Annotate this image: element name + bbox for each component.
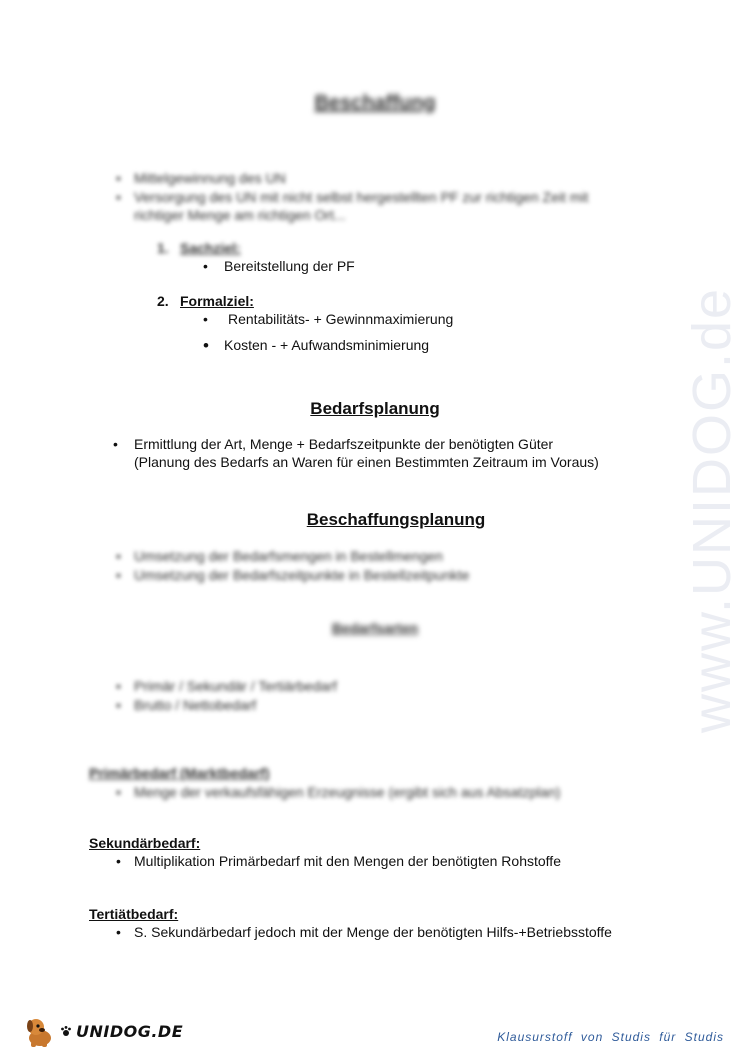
goal1-number: 1. bbox=[157, 240, 169, 256]
bullet-icon: • bbox=[116, 548, 121, 564]
sekundaerbedarf-heading: Sekundärbedarf: bbox=[89, 835, 201, 851]
goal2-number: 2. bbox=[157, 293, 169, 309]
bullet-icon: • bbox=[116, 784, 121, 800]
tertiaerbedarf-bullet: S. Sekundärbedarf jedoch mit der Menge der benötigten Hilfs-+Betriebsstoffe bbox=[134, 924, 612, 940]
intro-bullet-2-cont: richtiger Menge am richtigen Ort... bbox=[134, 207, 346, 223]
bedarfsplanung-heading: Bedarfsplanung bbox=[310, 399, 440, 418]
bedarfsarten-heading: Bedarfsarten bbox=[331, 620, 419, 636]
bullet-icon: • bbox=[116, 189, 121, 205]
unidog-logo bbox=[22, 1014, 183, 1048]
goal2-bullet-1: Rentabilitäts- + Gewinnmaximierung bbox=[228, 311, 454, 327]
goal1-bullet: Bereitstellung der PF bbox=[224, 258, 355, 274]
sekundaerbedarf-bullet: Multiplikation Primärbedarf mit den Mengen der benötigten Rohstoffe bbox=[134, 853, 561, 869]
bullet-icon: • bbox=[203, 311, 208, 327]
beschaffungsplanung-bullet-1: Umsetzung der Bedarfsmengen in Bestellmengen bbox=[134, 548, 443, 564]
beschaffungsplanung-bullet-2: Umsetzung der Bedarfszeitpunkte in Bestellzeitpunkte bbox=[134, 567, 470, 583]
bullet-icon: • bbox=[116, 924, 121, 940]
goal2-bullet-2: Kosten - + Aufwandsminimierung bbox=[224, 337, 430, 353]
bullet-icon: • bbox=[113, 436, 118, 452]
paw-icon bbox=[60, 1025, 72, 1037]
primaerbedarf-bullet: Menge der verkaufsfähigen Erzeugnisse (ergibt sich aus Absatzplan) bbox=[134, 784, 561, 800]
bedarfsarten-bullet-1: Primär / Sekundär / Tertiärbedarf bbox=[134, 678, 337, 694]
page-title: Beschaffung bbox=[314, 92, 436, 114]
bullet-icon: • bbox=[203, 336, 209, 355]
bullet-icon: • bbox=[116, 567, 121, 583]
goal2-label: Formalziel: bbox=[180, 293, 254, 309]
bedarfsarten-bullet-2: Brutto / Nettobedarf bbox=[134, 697, 257, 713]
bedarfsplanung-line-2: (Planung des Bedarfs an Waren für einen Bestimmten Zeitraum im Voraus) bbox=[134, 454, 599, 470]
intro-bullet-1: Mittelgewinnung des UN bbox=[134, 170, 286, 186]
beschaffungsplanung-heading: Beschaffungsplanung bbox=[306, 510, 486, 529]
logo-text: UNIDOG.DE bbox=[76, 1021, 184, 1041]
footer-tagline: Klausurstoff von Studis für Studis bbox=[497, 1030, 724, 1044]
intro-bullet-2: Versorgung des UN mit nicht selbst hergestellten PF zur richtigen Zeit mit bbox=[134, 189, 589, 205]
dog-icon bbox=[22, 1014, 58, 1048]
tertiaerbedarf-heading: Tertiätbedarf: bbox=[89, 906, 179, 922]
primaerbedarf-heading: Primärbedarf (Marktbedarf) bbox=[89, 765, 270, 781]
bullet-icon: • bbox=[116, 853, 121, 869]
bullet-icon: • bbox=[116, 678, 121, 694]
goal1-label: Sachziel: bbox=[180, 240, 241, 256]
watermark-text: www.UNIDOG.de bbox=[682, 286, 742, 734]
bedarfsplanung-line-1: Ermittlung der Art, Menge + Bedarfszeitpunkte der benötigten Güter bbox=[134, 436, 554, 452]
bullet-icon: • bbox=[203, 258, 208, 274]
bullet-icon: • bbox=[116, 697, 121, 713]
bullet-icon: • bbox=[116, 170, 121, 186]
